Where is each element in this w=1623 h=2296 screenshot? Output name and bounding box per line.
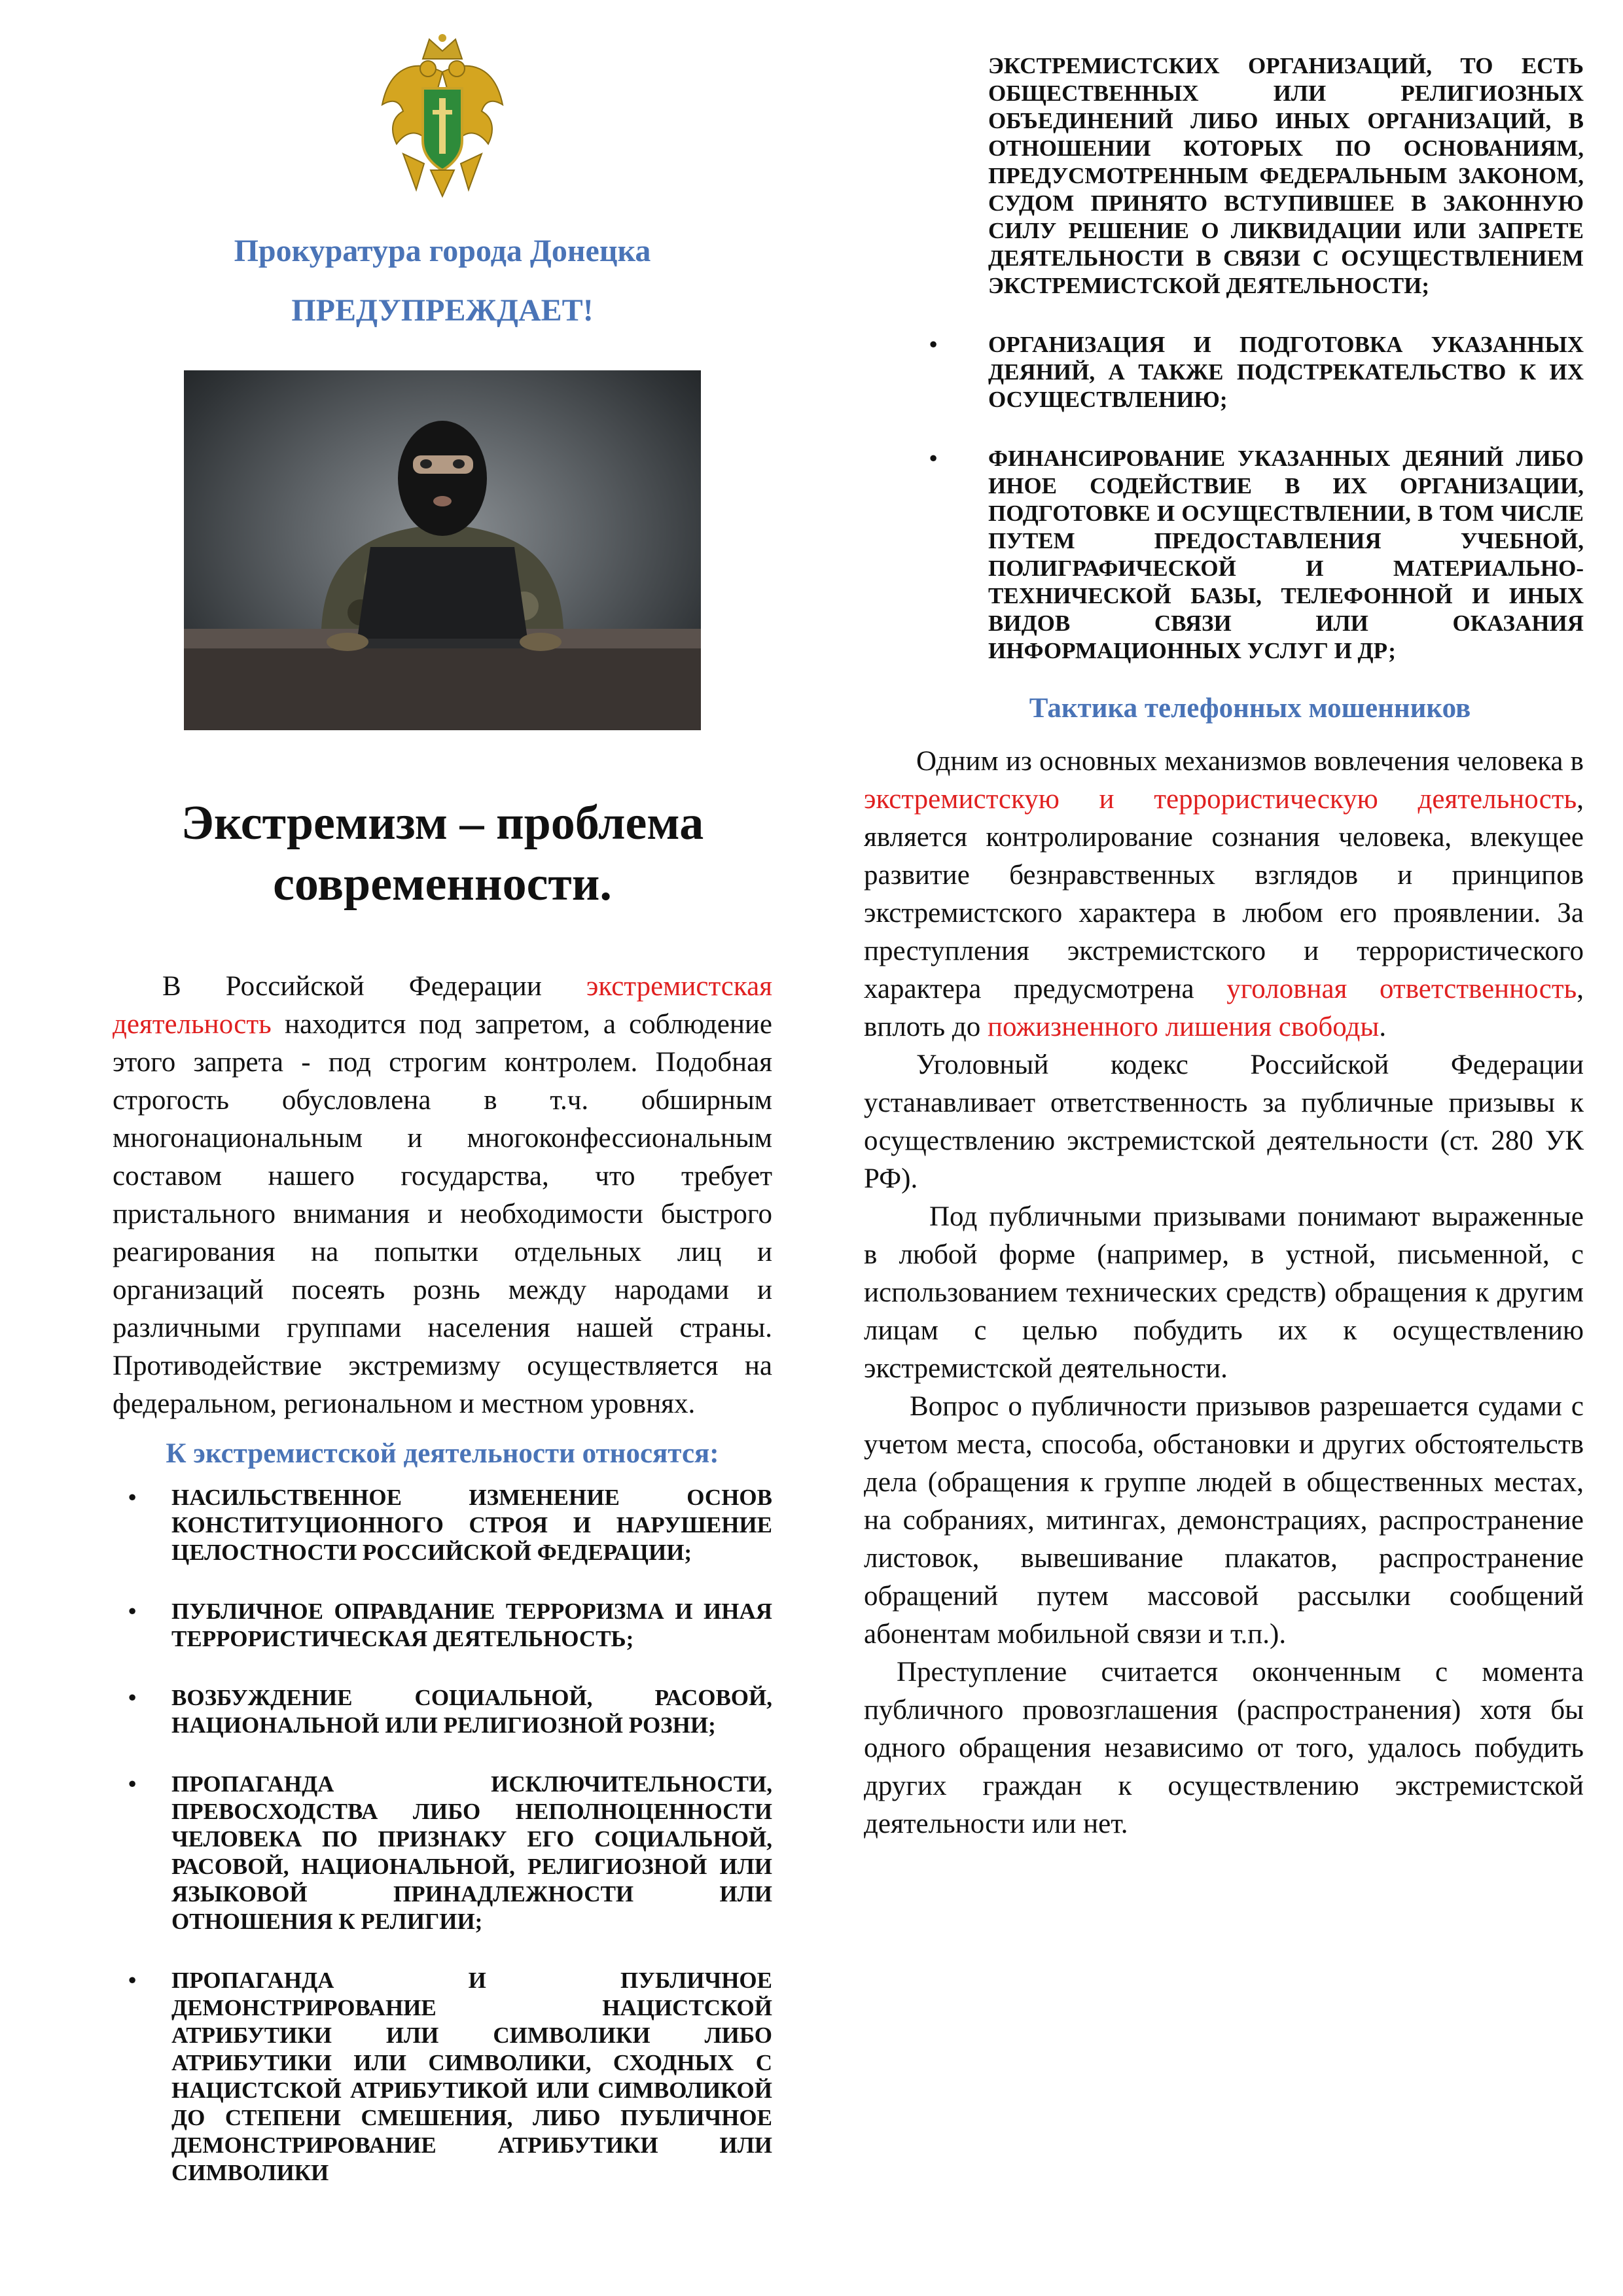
- highlight-criminal-liability: уголовная ответственность: [1226, 974, 1577, 1004]
- prosecutor-emblem-icon: [377, 33, 508, 203]
- list-item-continuation: ЭКСТРЕМИСТСКИХ ОРГАНИЗАЦИЙ, ТО ЕСТЬ ОБЩЕСТВЕННЫХ ИЛИ РЕЛИГИОЗНЫХ ОБЪЕДИНЕНИЙ ЛИБО ИНЫХ ОРГАНИЗАЦИЙ, В ОТНОШЕНИИ КОТОРЫХ ПО ОСНОВАНИЯМ, ПРЕДУСМОТРЕННЫМ ФЕДЕРАЛЬНЫМ ЗАКОНОМ, СУДОМ ПРИНЯТО ВСТУПИВШЕЕ В ЗАКОННУЮ СИЛУ РЕШЕНИЕ О ЛИКВИДАЦИИ ИЛИ ЗАПРЕТЕ ДЕЯТЕЛЬНОСТИ В СВЯЗИ С ОСУЩЕСТВЛЕНИЕМ ЭКСТРЕМИСТСКОЙ ДЕЯТЕЛЬНОСТИ;: [988, 53, 1584, 298]
- list-item: • НАСИЛЬСТВЕННОЕ ИЗМЕНЕНИЕ ОСНОВ КОНСТИТУЦИОННОГО СТРОЯ И НАРУШЕНИЕ ЦЕЛОСТНОСТИ РОССИЙСКОЙ ФЕДЕРАЦИИ;: [128, 1485, 772, 1565]
- right-column: [864, 52, 1584, 1843]
- tactics-heading: Тактика телефонных мошенников: [1029, 693, 1471, 724]
- list-item: • ВОЗБУЖДЕНИЕ СОЦИАЛЬНОЙ, РАСОВОЙ, НАЦИОНАЛЬНОЙ ИЛИ РЕЛИГИОЗНОЙ РОЗНИ;: [128, 1685, 772, 1738]
- extremist-activity-list: [113, 1484, 772, 2187]
- tactics-text: [864, 743, 1584, 1843]
- warning-heading: ПРЕДУПРЕЖДАЕТ!: [291, 293, 594, 328]
- list-item: • ПРОПАГАНДА ИСКЛЮЧИТЕЛЬНОСТИ, ПРЕВОСХОДСТВА ЛИБО НЕПОЛНОЦЕННОСТИ ЧЕЛОВЕКА ПО ПРИЗНАКУ ЕГО СОЦИАЛЬНОЙ, РАСОВОЙ, НАЦИОНАЛЬНОЙ, РЕЛИГИОЗНОЙ ИЛИ ЯЗЫКОВОЙ ПРИНАДЛЕЖНОСТИ ИЛИ ОТНОШЕНИЯ К РЕЛИГИИ;: [128, 1771, 772, 1934]
- hacker-in-balaclava-photo: [184, 370, 701, 730]
- paragraph-involvement: Одним из основных механизмов вовлечения человека в экстремистскую и террористическую деятельность, является контролирование сознания человека, влекущее развитие безнравственных взглядов и принципов экстремистского характера в любом его проявлении. За преступления экстремистского и террористического характера предусмотрена уголовная ответственность, вплоть до пожизненного лишения свободы.: [864, 746, 1584, 1042]
- list-item: • ПРОПАГАНДА И ПУБЛИЧНОЕ ДЕМОНСТРИРОВАНИЕ НАЦИСТСКОЙ АТРИБУТИКИ ИЛИ СИМВОЛИКИ ЛИБО АТРИБУТИКИ ИЛИ СИМВОЛИКИ, СХОДНЫХ С НАЦИСТСКОЙ АТРИБУТИКОЙ ИЛИ СИМВОЛИКОЙ ДО СТЕПЕНИ СМЕШЕНИЯ, ЛИБО ПУБЛИЧНОЕ ДЕМОНСТРИРОВАНИЕ АТРИБУТИКИ ИЛИ СИМВОЛИКИ: [128, 1968, 772, 2185]
- list-item: • ОРГАНИЗАЦИЯ И ПОДГОТОВКА УКАЗАННЫХ ДЕЯНИЙ, А ТАКЖЕ ПОДСТРЕКАТЕЛЬСТВО К ИХ ОСУЩЕСТВЛЕНИЮ;: [929, 332, 1584, 412]
- extremist-activity-list-continued: [864, 331, 1584, 665]
- left-column: [113, 33, 772, 2187]
- organization-name: Прокуратура города Донецка: [234, 234, 651, 268]
- list-heading: К экстремистской деятельности относятся:: [166, 1438, 719, 1469]
- paragraph-criminal-code: Уголовный кодекс Российской Федерации устанавливает ответственность за публичные призывы к осуществлению экстремистской деятельности (ст. 280 УК РФ).: [864, 1050, 1584, 1194]
- paragraph-publicity: Вопрос о публичности призывов разрешается судами с учетом места, способа, обстановки и других обстоятельств дела (обращения к группе людей в общественных местах, на собраниях, митингах, демонстрациях, распространение листовок, вывешивание плакатов, распространение обращений путем массовой рассылки сообщений абонентам мобильной связи и т.п.).: [864, 1391, 1584, 1650]
- list-item: • ПУБЛИЧНОЕ ОПРАВДАНИЕ ТЕРРОРИЗМА И ИНАЯ ТЕРРОРИСТИЧЕСКАЯ ДЕЯТЕЛЬНОСТЬ;: [128, 1598, 772, 1651]
- paragraph-public-calls: Под публичными призывами понимают выраженные в любой форме (например, в устной, письменной, с использованием технических средств) обращения к другим лицам с целью побудить их к осуществлению экстремистской деятельности.: [864, 1201, 1584, 1384]
- list-item: • ФИНАНСИРОВАНИЕ УКАЗАННЫХ ДЕЯНИЙ ЛИБО ИНОЕ СОДЕЙСТВИЕ В ИХ ОРГАНИЗАЦИИ, ПОДГОТОВКЕ И ОСУЩЕСТВЛЕНИИ, В ТОМ ЧИСЛЕ ПУТЕМ ПРЕДОСТАВЛЕНИЯ УЧЕБНОЙ, ПОЛИГРАФИЧЕСКОЙ И МАТЕРИАЛЬНО-ТЕХНИЧЕСКОЙ БАЗЫ, ТЕЛЕФОННОЙ И ИНЫХ ВИДОВ СВЯЗИ ИЛИ ОКАЗАНИЯ ИНФОРМАЦИОННЫХ УСЛУГ И ДР;: [929, 446, 1584, 663]
- highlight-extremist-activity: экстремистская деятельность: [113, 971, 772, 1040]
- article-title: Экстремизм – проблема современности.: [181, 796, 704, 911]
- highlight-extremist-terrorist-activity: экстремистскую и террористическую деятельность: [864, 784, 1577, 815]
- highlight-life-imprisonment: пожизненного лишения свободы: [988, 1012, 1380, 1042]
- intro-paragraph: В Российской Федерации экстремистская деятельность находится под запретом, а соблюдение этого запрета - под строгим контролем. Подобная строгость обусловлена в т.ч. обширным многонациональным и многоконфессиональным составом нашего государства, что требует пристального внимания и необходимости быстрого реагирования на попытки отдельных лиц и организаций посеять рознь между народами и различными группами населения нашей страны. Противодействие экстремизму осуществляется на федеральном, региональном и местном уровнях.: [113, 971, 772, 1419]
- paragraph-completion: Преступление считается оконченным с момента публичного провозглашения (распространения) хотя бы одного обращения независимо от того, удалось побудить других граждан к осуществлению экстремистской деятельности или нет.: [864, 1657, 1584, 1839]
